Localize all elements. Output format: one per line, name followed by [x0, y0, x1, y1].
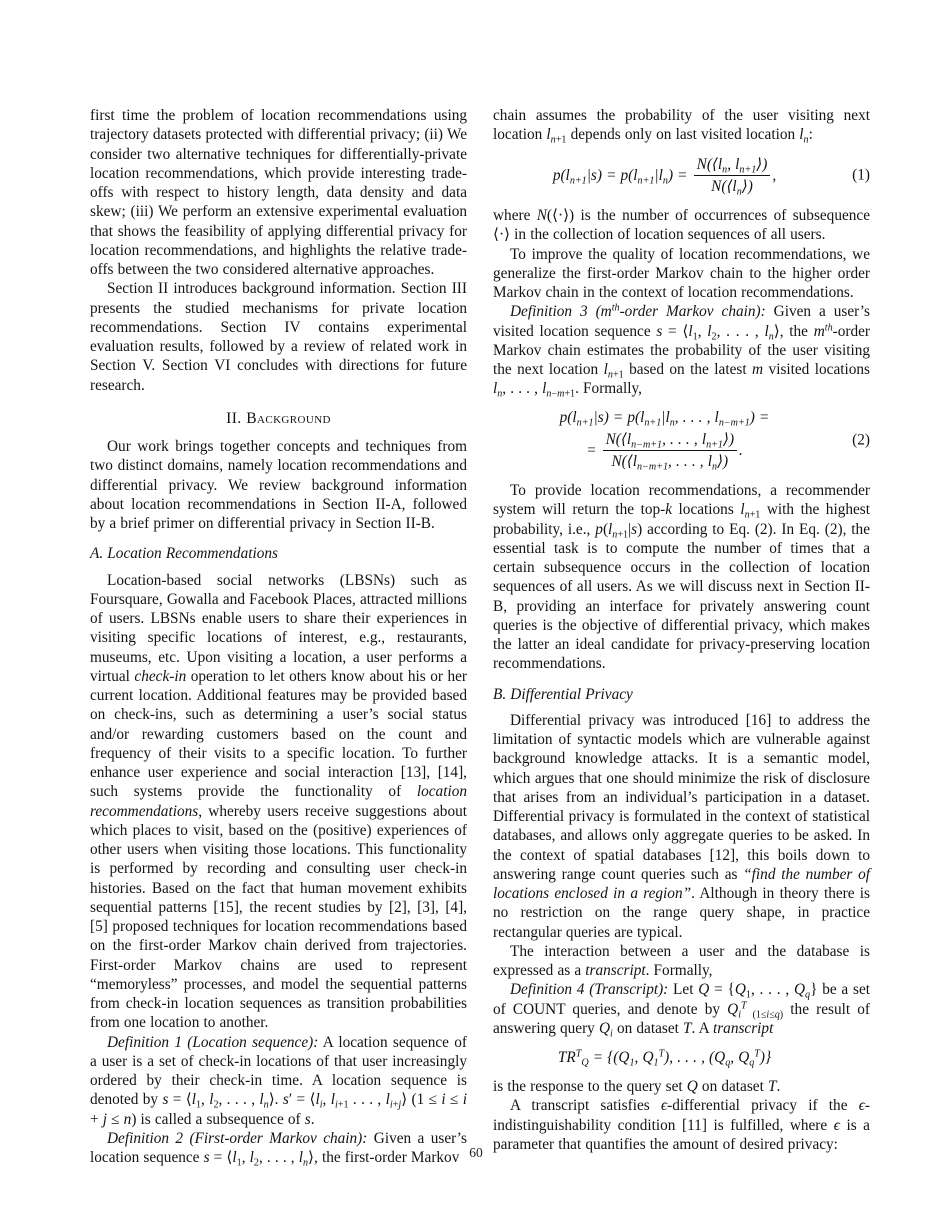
equation: $p(l_{n+1}|s) = p(l_{n+1}|l_n)$ = $\frac{N(⟨l_n, l_{n+1}⟩)}{N(⟨l_n⟩)}$ , (1): [552, 155, 870, 198]
two-column-body: [90, 106, 870, 1167]
fraction: $\frac{N(⟨l_n, l_{n+1}⟩)}{N(⟨l_n⟩)}$: [694, 155, 771, 197]
paragraph: Definition 4 (Transcript): Let $Q = \{Q_1$, . . . , $Q_q$} be a set of COUNT queries, and denote by $Q_i^T$ $_{(1\le i\le q)}$ the result of answering query $Q_i$ on dataset T. A transcript: [493, 981, 870, 1040]
paragraph: is the response to the query set Q on dataset T.: [493, 1078, 781, 1095]
paragraph: where N(⟨·⟩) is the number of occurrences of subsequence ⟨·⟩ in the collection of location sequences of all users.: [493, 207, 870, 244]
equation-number: (2): [852, 431, 870, 449]
paragraph: To improve the quality of location recommendations, we generalize the first-order Markov chain to the higher order Markov chain in the context of location recommendations.: [493, 245, 870, 301]
paragraph: Definition 1 (Location sequence): A location sequence of a user is a set of check-in locations of that user increasingly ordered by their check-in time. A location sequence is denoted by $s = ⟨l_1$, $l_2$, . . . , $l_n⟩$. $s' = ⟨l_i$, $l_{i+1}$ . . . , $l_{i+j}⟩$ (1 ≤ i ≤ i + j ≤ n) is called a subsequence of s.: [90, 1033, 468, 1128]
equation: $TR^T_Q = \{(Q_1$, $Q_1^T$), . . . , ($Q_q$, $Q_q^T$)}: [557, 1048, 772, 1069]
paragraph: chain assumes the probability of the user visiting next location $l_{n+1}$ depends only on last visited location $l_n$:: [493, 107, 870, 146]
paragraph: Definition 2 (First-order Markov chain): Given a user’s location sequence $s = ⟨l_1$, $l_2$, . . . , $l_n⟩$, the first-order Markov: [90, 1129, 467, 1169]
subsection-heading: B. Differential Privacy: [493, 685, 633, 703]
equation-number: (1): [852, 166, 870, 184]
left-column: [90, 106, 467, 1167]
paragraph: Our work brings together concepts and techniques from two distinct domains, namely location recommendations and differential privacy. We review background information about location recommendations in Section II-A, followed by a brief primer on differential privacy in Section II-B.: [90, 438, 467, 532]
paragraph: To provide location recommendations, a recommender system will return the top-k locations $l_{n+1}$ with the highest probability, i.e., $p(l_{n+1}|s)$ according to Eq. (2). In Eq. (2), the essential task is to compute the number of times that a certain subsequence occurs in the collection of location sequences of all users. As we will discuss next in Section II-B, providing an interface for privately answering count queries is the objective of differential privacy, which makes the latter an ideal candidate for privacy-preserving location recommendations.: [493, 482, 870, 673]
paragraph: The interaction between a user and the database is expressed as a transcript. Formally,: [493, 942, 870, 979]
paragraph: Definition 3 ($m^{th}$-order Markov chain): Given a user’s visited location sequence $s = ⟨l_1$, $l_2$, . . . , $l_n⟩$, the $m^{th}$-order Markov chain estimates the probability of the user visiting the next location $l_{n+1}$ based on the latest m visited locations $l_n$, . . . , $l_{n-m+1}$. Formally,: [493, 302, 871, 400]
paragraph: Section II introduces background information. Section III presents the studied mechanisms for private location recommendations. Section IV contains experimental evaluation results, followed by a review of related work in Section V. Section VI concludes with directions for future research.: [90, 280, 467, 394]
equation: $p(l_{n+1}|s) = p(l_{n+1}|l_n$, . . . , $l_{n-m+1}$) = = $\frac{N(⟨l_{n-m+1}, . . . , l_{n+1}⟩)}{N(⟨l_{n-m+1}, . . . , l_n⟩)}$ . (2): [559, 409, 870, 473]
fraction: $\frac{N(⟨l_{n-m+1}, . . . , l_{n+1}⟩)}{N(⟨l_{n-m+1}, . . . , l_n⟩)}$: [603, 430, 737, 472]
paragraph: Location-based social networks (LBSNs) such as Foursquare, Gowalla and Facebook Places, attracted millions of users. LBSNs enable users to share their experiences in visiting specific locations of interest, e.g., restaurants, museums, etc. Upon visiting a location, a user performs a virtual check-in operation to let others know about his or her current location. Additional features may be provided based on check-ins, such as determining a user’s social status and/or rewarding customers based on the count and frequency of their visits to a specific location. To further enhance user experience and social interaction [13], [14], such systems provide the functionality of location recommendations, whereby users receive suggestions about which places to visit, based on the (positive) experiences of other users when visiting those locations. This functionality is performed by recording and consulting user check-in histories. Based on the fact that human movement exhibits sequential patterns [15], the recent studies by [2], [3], [4], [5] proposed techniques for location recommendations based on the first-order Markov chain derived from trajectories. First-order Markov chains are used to represent “memoryless” processes, and model the sequential patterns from check-in location sequences as transition probabilities from one location to another.: [90, 571, 467, 1032]
paragraph: Differential privacy was introduced [16] to address the limitation of syntactic models which are vulnerable against background knowledge attacks. It is a semantic model, which argues that one should minimize the risk of disclosure that arises from an individual’s participation in a dataset. Differential privacy is formulated in the context of statistical databases, and allows only aggregate queries to be asked. In the context of spatial databases [12], this boils down to answering range count queries such as “find the number of locations enclosed in a region”. Although in theory there is no restriction on the range query shape, in practice rectangular queries are typical.: [493, 711, 870, 941]
section-heading: II. Background: [226, 409, 331, 427]
paragraph: first time the problem of location recommendations using trajectory datasets protected with differential privacy; (ii) We consider two alternative techniques for differentially-private location recommendations, which provide interesting trade-offs with respect to history length, data density and data skew; (iii) We perform an extensive experimental evaluation that shows the feasibility of applying differential privacy for location recommendations, and highlights the relative trade-offs between the two considered alternative approaches.: [90, 107, 467, 278]
page-number: 60: [469, 1145, 483, 1160]
paragraph: A transcript satisfies ϵ-differential privacy if the ϵ-indistinguishability condition [11] is fulfilled, where ϵ is a parameter that quantifies the amount of desired privacy:: [493, 1097, 870, 1153]
subsection-heading: A. Location Recommendations: [90, 545, 278, 563]
right-column: [493, 106, 870, 1167]
